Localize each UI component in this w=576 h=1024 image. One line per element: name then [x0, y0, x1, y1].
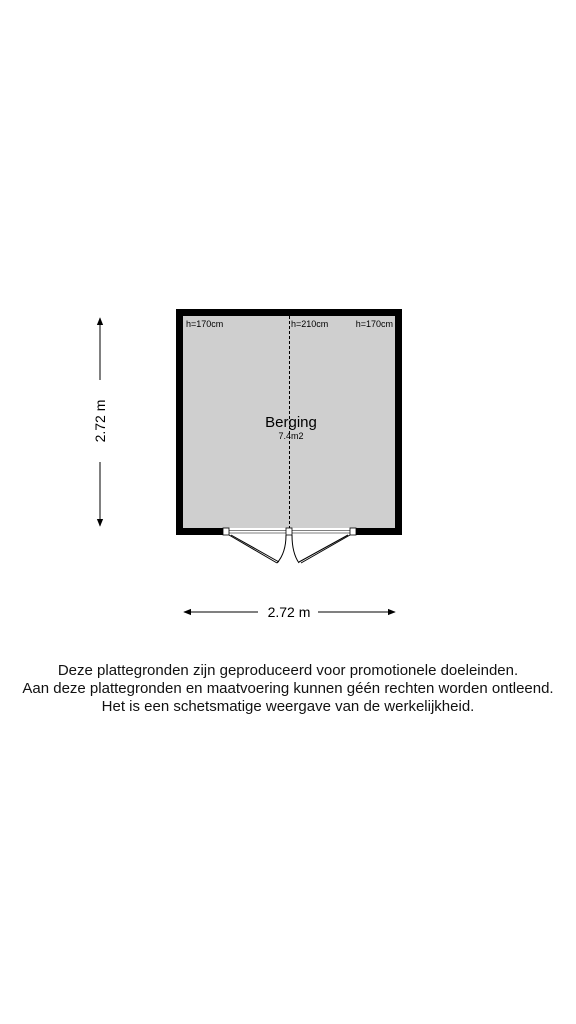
height-label-left: h=170cm [186, 319, 224, 329]
door-jamb-right [350, 528, 356, 535]
door-swing-right [292, 535, 350, 563]
disclaimer-line-1: Deze plattegronden zijn geproduceerd voor promotionele doeleinden. [57, 662, 519, 679]
disclaimer-line-3: Het is een schetsmatige weergave van de werkelijkheid. [101, 698, 475, 715]
door-jamb-left [223, 528, 229, 535]
dimension-label-horizontal: 2.72 m [267, 604, 311, 620]
disclaimer [0, 662, 576, 716]
height-label-center: h=210cm [291, 319, 329, 329]
dimension-label-vertical: 2.72 m [92, 399, 108, 443]
room-area: 7.4m2 [278, 431, 304, 441]
room-name: Berging [265, 414, 317, 431]
door-swing-left [229, 535, 286, 563]
disclaimer-line-2: Aan deze plattegronden en maatvoering kunnen géén rechten worden ontleend. [22, 680, 554, 697]
door-jamb-center [286, 528, 292, 535]
height-label-right: h=170cm [355, 319, 393, 329]
